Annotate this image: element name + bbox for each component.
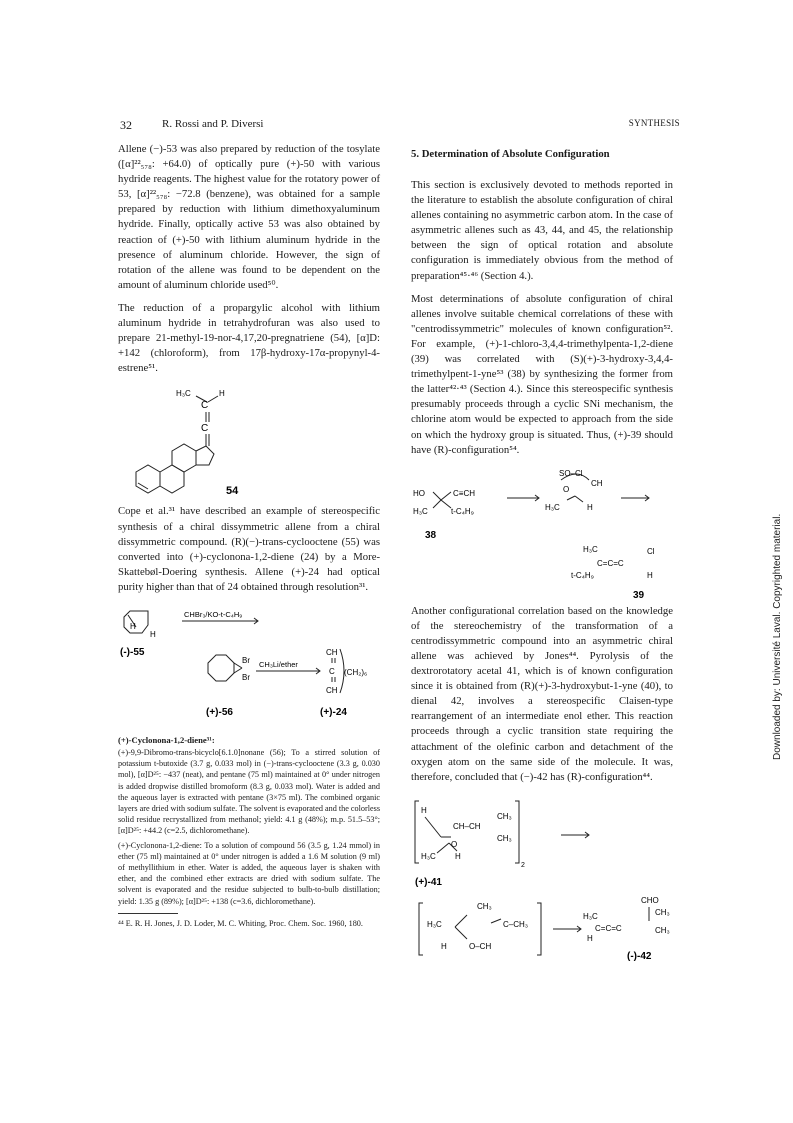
atom-label: H xyxy=(587,933,593,943)
atom-label: CH xyxy=(591,478,603,488)
atom-label: CH₃ xyxy=(477,901,492,911)
atom-label: C xyxy=(329,666,335,676)
running-authors: R. Rossi and P. Diversi xyxy=(162,118,264,130)
atom-label: H xyxy=(421,805,427,815)
structure-54 xyxy=(118,384,380,504)
experimental-paragraph: (+)-Cyclonona-1,2-diene: To a solution of compound 56 (3.5 g, 1.24 mmol) in ether (75 ml) maintained at 0° under nitrogen is added a 1.6 M solution (9 ml) of methyllithium in ether. Water is added, the aqueous layer is shaken with ether, and the combined ether extracts are dried with sodium sulfate. The solvent is evaporated and the residue subjected to bulb-to-bulb distillation; yield: 1.35 g (89%); [α]D²⁵: +138 (c=3.6, dichloromethane). xyxy=(118,840,380,906)
atom-label: O–CH xyxy=(469,941,492,951)
download-notice: Downloaded by: Université Laval. Copyrighted material. xyxy=(772,513,783,760)
atom-label: H₃C xyxy=(545,502,560,512)
paragraph: This section is exclusively devoted to methods reported in the literature to establish the absolute configuration of chiral allenes containing no asymmetric carbon atom. In the case of asymmetric allenes such as 43, 44, and 45, the relationship between the sign of optical rotation and absolute configuration is immediately obvious from the method of preparation⁴⁵·⁴⁶ (Section 4.). xyxy=(411,179,673,282)
atom-label: H₃C xyxy=(583,911,598,921)
download-watermark xyxy=(772,513,783,770)
atom-label: C xyxy=(201,423,209,435)
atom-label: (CH₂)₆ xyxy=(344,667,368,677)
atom-label: O xyxy=(451,839,458,849)
atom-label: H₃C xyxy=(421,851,436,861)
experimental-paragraph: (+)-9,9-Dibromo-trans-bicyclo[6.1.0]nonane (56); To a stirred solution of potassium t-butoxide (3.7 g, 0.033 mol) in (−)-trans-cyclooctene (3.3 g, 0.030 mol), [α]D²⁵: −437 (neat), and pentane (75 ml) maintained at 0° under nitrogen is added dropwise distilled bromoform (8.3 g, 0.033 mol). Water is added and the aqueous layer is extracted with pentane (3×75 ml). The combined organic layers are dried with sodium sulfate. The solvent is evaporated and the colorless solid residue recrystallized from methanol; yield: 4.1 g (48%); m.p. 51.5–53°; [α]D²⁵: +44.2 (c=2.5, dichloromethane). xyxy=(118,747,380,836)
compound-number: (+)-41 xyxy=(415,876,442,888)
atom-label: CH xyxy=(326,685,338,695)
atom-label: H₃C xyxy=(583,544,598,554)
atom-label: C≡CH xyxy=(453,488,475,498)
atom-label: CHO xyxy=(641,895,659,905)
journal-name: SYNTHESIS xyxy=(628,118,680,128)
compound-number: 54 xyxy=(226,485,239,498)
left-column xyxy=(118,142,380,929)
paragraph: The reduction of a propargylic alcohol with lithium aluminum hydride in tetrahydrofuran was also used to prepare 21-methyl-19-nor-4,17,20-pregnatriene (54), [α]D: +142 (chloroform), from 17β-hydroxy-17α-propynyl-4-estrene⁵¹. xyxy=(118,301,380,375)
paragraph: Allene (−)-53 was also prepared by reduction of the tosylate ([α]²²₅₇₈: +64.0) of optically pure (+)-50 with various hydride reagents. The highest value for the rotatory power of 53, [α]²²₅₇₈: −72.8 (benzene), was obtained for a sample prepared by reduction with lithium dimethoxyaluminum hydride. Finally, optically active 53 was also obtained by reaction of (+)-50 with lithium aluminum hydride in the presence of aluminum chloride. However, the sign of rotation of the allene was found to be dependent on the amount of aluminum chloride used⁵⁰. xyxy=(118,143,380,291)
experimental-title: (+)-Cyclonona-1,2-diene³¹: xyxy=(118,734,215,745)
compound-number: (+)-56 xyxy=(206,706,233,718)
atom-label: H xyxy=(150,629,156,639)
atom-label: O xyxy=(563,484,570,494)
atom-label: CH xyxy=(326,647,338,657)
atom-label: CH₃ xyxy=(497,833,512,843)
atom-label: C–CH₃ xyxy=(503,919,529,929)
atom-label: H xyxy=(455,851,461,861)
atom-label: 2 xyxy=(521,861,525,869)
compound-number: (-)-55 xyxy=(120,646,145,658)
compound-number: 39 xyxy=(633,589,645,601)
atom-label: Cl xyxy=(647,546,655,556)
paragraph: Most determinations of absolute configuration of chiral allenes involve suitable chemical correlations of these with "centrodissymmetric" molecules of known configuration⁵². For example, (+)-1-chloro-3,4,4-trimethylpenta-1,2-diene (39) was correlated with (S)(+)-3-hydroxy-3,4,4-trimethylpent-1-yne⁵³ (38) by synthesizing the former from the latter⁴²·⁴³ (Section 4.). Since this stereospecific synthesis presumably proceeds through a cyclic SNi mechanism, the chlorine atom would be expected to approach from the side on which the hydroxy group is situated. Thus, (+)-39 should have (R)-configuration⁵⁴. xyxy=(411,292,673,456)
atom-label: SO–Cl xyxy=(559,468,583,478)
atom-label: Br xyxy=(242,655,250,665)
page-header xyxy=(120,118,680,134)
atom-label: CH₃ xyxy=(497,811,512,821)
atom-label: C=C=C xyxy=(597,558,624,568)
atom-label: H xyxy=(441,941,447,951)
atom-label: CH₃ xyxy=(655,925,670,935)
atom-label: t-C₄H₉ xyxy=(571,570,594,580)
atom-label: C=C=C xyxy=(595,923,622,933)
reagent-label: CH₃Li/ether xyxy=(259,659,298,669)
compound-number: (+)-24 xyxy=(320,706,347,718)
atom-label: Br xyxy=(242,672,250,682)
atom-label: H₃C xyxy=(427,919,442,929)
atom-label: HO xyxy=(413,488,425,498)
atom-label: H xyxy=(587,502,593,512)
paragraph: Another configurational correlation based on the knowledge of the stereochemistry of the transformation of a centrodissymmetric compound into an asymmetric chiral allene was achieved by Jones⁴⁴. Pyrolysis of the dextrorotatory acetal 41, which is of known configuration since it is obtained from (R)(+)-3-hydroxybut-1-yne (40), to dienal 42, involves a stereospecific Claisen-type rearrangement of an intermediate enol ether. This reaction proceeds through a cyclic transition state requiring the attachment of the olefinic carbon and detachment of the oxygen atom on the same side of the molecule. It was, therefore, concluded that (−)-42 has (R)-configuration⁴⁴. xyxy=(411,604,673,783)
compound-number: 38 xyxy=(425,529,437,541)
atom-label: H xyxy=(219,389,225,399)
page-number: 32 xyxy=(120,118,132,132)
atom-label: t-C₄H₉ xyxy=(451,506,474,516)
atom-label: H xyxy=(647,570,653,580)
footnote-rule xyxy=(118,913,178,914)
atom-label: CH–CH xyxy=(453,821,481,831)
scheme-38-39 xyxy=(411,466,673,604)
compound-number: (-)-42 xyxy=(627,950,652,962)
right-column xyxy=(411,142,673,973)
atom-label: H₃C xyxy=(413,506,428,516)
reagent-label: CHBr₃/KO-t-C₄H₉ xyxy=(184,609,243,619)
atom-label: H xyxy=(130,621,136,631)
atom-label: CH₃ xyxy=(655,907,670,917)
atom-label: C xyxy=(201,400,209,412)
section-title: 5. Determination of Absolute Configuration xyxy=(411,148,610,160)
scheme-55-56-24 xyxy=(118,603,380,731)
atom-label: H₃C xyxy=(176,389,191,399)
footnote: ⁴⁴ E. R. H. Jones, J. D. Loder, M. C. Whiting, Proc. Chem. Soc. 1960, 180. xyxy=(118,918,363,928)
paragraph: Cope et al.³¹ have described an example of stereospecific synthesis of a chiral dissymmetric allene from a chiral dissymmetric compound. (R)(−)-trans-cyclooctene (55) was converted into (+)-cyclonona-1,2-diene (24) by a More-Skattebøl-Doering synthesis. Allene (+)-24 had optical purity higher than that of 24 obtained through resolution³¹. xyxy=(118,505,380,593)
scheme-41-42 xyxy=(411,793,673,973)
